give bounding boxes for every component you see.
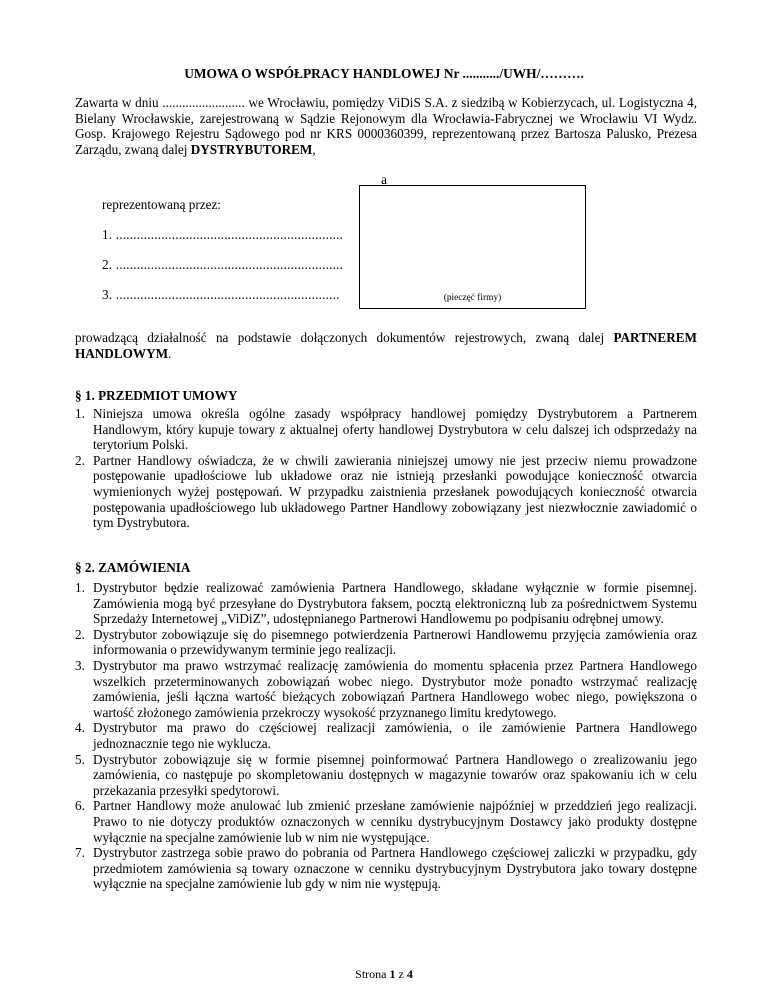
list-item: 1. Dystrybutor będzie realizować zamówienia Partnera Handlowego, składane wyłącznie w formie pisemnej. Zamówienia mogą być przesyłane do Dystrybutora faksem, pocztą elektroniczną lub za pośrednictwem Systemu Sprzedaży Internetowej „ViDiZ”, udostępnianego Partnerowi Handlowemu po podpisaniu odrębnej umowy. [75,580,697,627]
list-item: 2. Partner Handlowy oświadcza, że w chwili zawierania niniejszej umowy nie jest przeciw niemu prowadzone postępowanie upadłościowe lub układowe oraz nie istnieją przesłanki powodujące konieczność otwarcia wymienionych wyżej postępowań. W przypadku zaistnienia przesłanek powodujących konieczność otwarcia postępowania upadłościowego lub układowego Partner Handlowy zobowiązany jest niezwłocznie zawiadomić o tym Dystrybutora. [75,452,697,531]
footer-separator: z [395,967,407,981]
document-title: UMOWA O WSPÓŁPRACY HANDLOWEJ Nr .........../UWH/………. [184,66,584,81]
intro-text: Zawarta w dniu ......................... we Wrocławiu, pomiędzy ViDiS S.A. z siedzibą w Kobierzycach, ul. Logistyczna 4, Bielany Wrocławskie, zarejestrowaną w Sądzie Rejonowym dla Wrocławia-Fabrycznej we Wrocławiu VI Wydz. Gosp. Krajowego Rejestru Sądowego pod nr KRS 0000360399, reprezentowaną przez Bartosza Palusko, Prezesa Zarządu, zwaną dalej [75,95,697,157]
footer-total-pages: 4 [406,967,413,981]
partner-text: prowadzącą działalność na podstawie dołączonych dokumentów rejestrowych, zwaną dalej [75,330,614,345]
partner-paragraph [75,330,697,361]
company-stamp-box [359,185,586,309]
representatives-label: reprezentowaną przez: [102,197,221,212]
section-1-heading: § 1. PRZEDMIOT UMOWY [75,388,238,403]
partner-end: . [168,345,172,361]
partner-bold: PARTNEREM HANDLOWYM [75,330,697,361]
representative-line-2: 2. ................................................................. [102,257,344,272]
intro-end: , [312,141,316,157]
stamp-caption: (pieczęć firmy) [443,293,502,303]
list-item: 6. Partner Handlowy może anulować lub zmienić przesłane zamówienie najpóźniej w przeddzień jego realizacji. Prawo to nie dotyczy produktów oznaczonych w cenniku dystrybucyjnym Dostawcy jako produkty dostępne wyłącznie na specjalne zamówienie lub w nim nie występujące. [75,798,697,845]
section-1-list [75,406,697,531]
list-item: 1. Niniejsza umowa określa ogólne zasady współpracy handlowej pomiędzy Dystrybutorem a Partnerem Handlowym, który kupuje towary z aktualnej oferty handlowej Dystrybutora w celu dalszej ich odsprzedaży na terytorium Polski. [75,406,697,453]
list-item: 3. Dystrybutor ma prawo wstrzymać realizację zamówienia do momentu spłacenia przez Partnera Handlowego wszelkich przeterminowanych zobowiązań wobec niego. Dystrybutor może ponadto wstrzymać realizację zamówienia, jeśli łączna wartość bieżących zobowiązań Partnera Handlowego wobec niego, powiększona o wartość złożonego zamówienia przekroczy wysokość przyznanego limitu kredytowego. [75,657,697,720]
footer-prefix: Strona [355,967,390,981]
intro-bold: DYSTRYBUTOREM [190,141,313,157]
representative-line-3: 3. ................................................................ [102,287,340,302]
list-item: 7. Dystrybutor zastrzega sobie prawo do pobrania od Partnera Handlowego częściowej zaliczki w przypadku, gdy przedmiotem zamówienia są towary oznaczone w cenniku dystrybucyjnym Dystrybutora jako towary dostępne wyłącznie na specjalne zamówienie lub gdy w nim nie występują. [75,845,697,892]
section-2-list [75,580,697,892]
footer-page-number: 1 [389,967,396,981]
representative-line-1: 1. ................................................................. [102,227,344,242]
list-item: 5. Dystrybutor zobowiązuje się w formie pisemnej poinformować Partnera Handlowego o zrealizowaniu jego zamówienia, co następuje po skompletowaniu dostępnych w magazynie towarów oraz spakowaniu ich w celu przekazania przesyłki spedytorowi. [75,751,697,798]
section-2-heading: § 2. ZAMÓWIENIA [75,560,191,575]
conjunction-a: a [381,172,387,187]
page-footer [0,967,768,983]
list-item: 2. Dystrybutor zobowiązuje się do pisemnego potwierdzenia Partnerowi Handlowemu przyjęcia zamówienia oraz informowania o przewidywanym terminie jego realizacji. [75,626,697,658]
list-item: 4. Dystrybutor ma prawo do częściowej realizacji zamówienia, o ile zamówienie Partnera Handlowego jednoznacznie tego nie wyklucza. [75,720,697,751]
intro-paragraph [75,95,697,157]
